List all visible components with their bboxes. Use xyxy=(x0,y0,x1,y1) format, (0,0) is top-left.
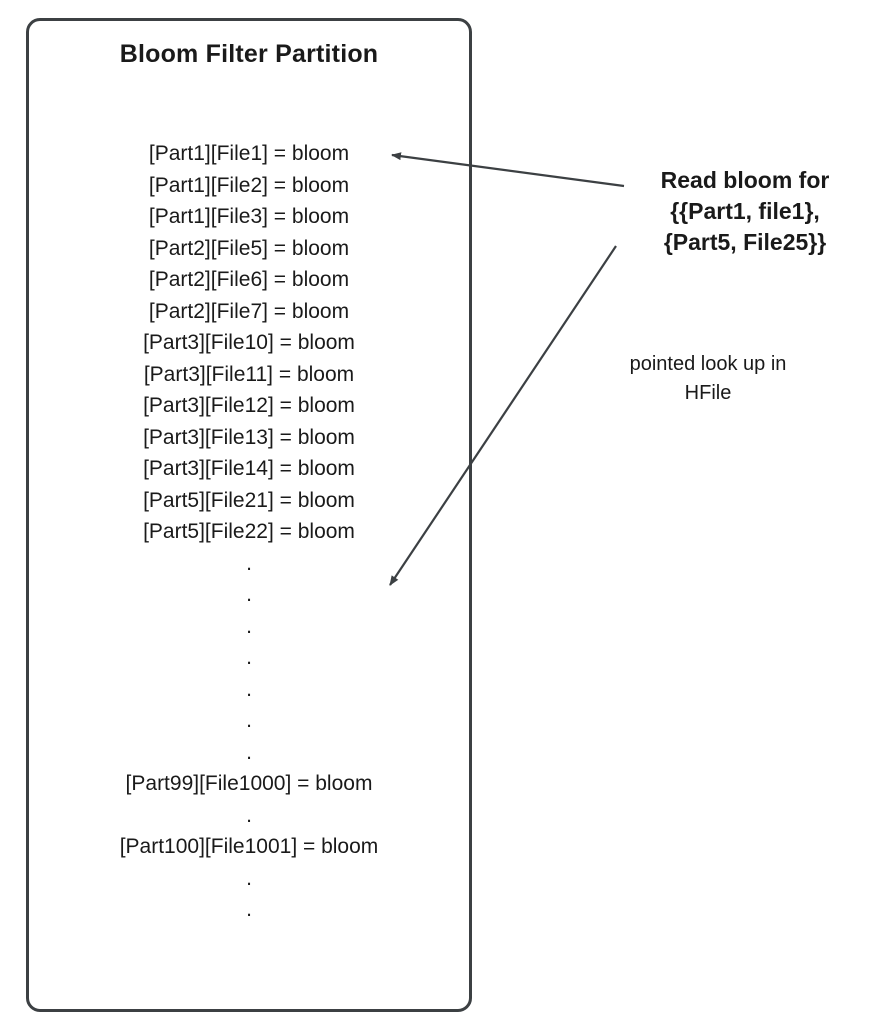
list-item: [Part3][File11] = bloom xyxy=(143,362,355,386)
ellipsis-dot xyxy=(26,579,472,611)
ellipsis-dot xyxy=(26,642,472,674)
list-item: [Part2][File7] = bloom xyxy=(148,299,350,323)
pointed-lookup-annotation xyxy=(574,350,842,408)
ellipsis-dot xyxy=(26,548,472,580)
ellipsis-dot xyxy=(26,863,472,895)
ellipsis-dot xyxy=(26,894,472,926)
read-bloom-line-1: Read bloom for xyxy=(660,167,830,193)
list-item-part99: [Part99][File1000] = bloom xyxy=(125,772,373,795)
list-item: [Part5][File22] = bloom xyxy=(143,520,355,543)
list-item: [Part3][File12] = bloom xyxy=(143,394,355,417)
ellipsis-dot xyxy=(26,705,472,737)
ellipsis-dot xyxy=(26,674,472,706)
bloom-entry-list xyxy=(26,138,472,926)
pointed-lookup-line-2: HFile xyxy=(684,382,732,404)
list-item: [Part2][File6] = bloom xyxy=(148,268,350,291)
list-item: [Part3][File13] = bloom xyxy=(143,425,355,449)
list-item-part100: [Part100][File1001] = bloom xyxy=(119,835,379,858)
list-item: [Part1][File1] = bloom xyxy=(148,142,350,165)
ellipsis-dot xyxy=(26,800,472,832)
list-item: [Part5][File21] = bloom xyxy=(143,488,355,512)
ellipsis-dot xyxy=(26,737,472,769)
list-item: [Part3][File14] = bloom xyxy=(143,457,355,480)
partition-title: Bloom Filter Partition xyxy=(119,40,379,68)
read-bloom-line-2: {{Part1, file1}, xyxy=(670,198,820,224)
read-bloom-line-3: {Part5, File25}} xyxy=(663,229,827,255)
read-bloom-annotation xyxy=(612,165,878,258)
ellipsis-dot xyxy=(26,611,472,643)
list-item: [Part2][File5] = bloom xyxy=(148,236,350,260)
list-item: [Part1][File3] = bloom xyxy=(148,205,350,228)
list-item: [Part3][File10] = bloom xyxy=(143,331,355,354)
list-item: [Part1][File2] = bloom xyxy=(148,173,350,197)
pointed-lookup-line-1: pointed look up in xyxy=(629,353,787,375)
